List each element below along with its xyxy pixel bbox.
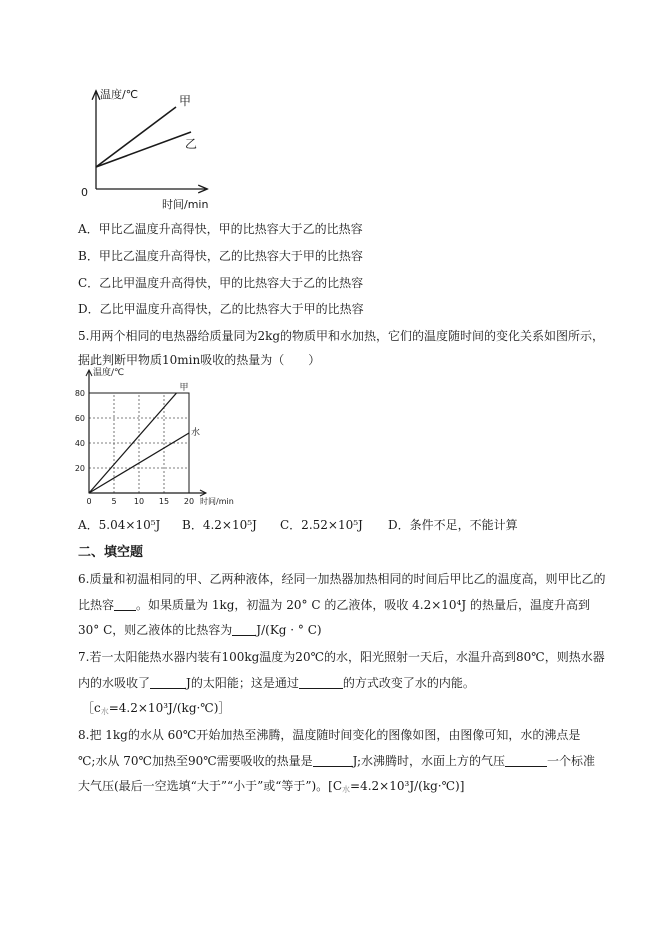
q4-option-a: A．甲比乙温度升高得快，甲的比热容大于乙的比热容 (78, 222, 363, 236)
q5-option-c: C．2.52×10⁵J (280, 518, 363, 532)
chart-1-origin: 0 (81, 186, 88, 199)
q6-text-3a: 30° C，则乙液体的比热容为 (78, 623, 233, 637)
chart-2-y-tick-label: 60 (74, 414, 85, 423)
q7-line-3 (82, 700, 230, 720)
q7-line-2 (78, 675, 475, 691)
q6-text-3b: J/(Kg · ° C) (256, 623, 322, 637)
chart-1-x-label: 时间/min (162, 198, 209, 211)
q4-option-c: C．乙比甲温度升高得快，甲的比热容大于乙的比热容 (78, 276, 364, 290)
q8-text-3a: 大气压(最后一空选填“大于”“小于”或“等于”)。[C (78, 779, 343, 793)
q5-option-b: B．4.2×10⁵J (182, 518, 257, 532)
q7-text-3b: =4.2×10³J/(kg·℃)］ (108, 701, 231, 715)
q5-line-2: 据此判断甲物质10min吸收的热量为（ ） (78, 353, 321, 367)
q8-text-2a: ℃;水从 70℃加热至90℃需要吸收的热量是 (78, 754, 313, 768)
q5-option-d: D．条件不足，不能计算 (388, 518, 518, 532)
chart-2-y-label: 温度/℃ (93, 368, 125, 378)
chart-2-series-label-0: 甲 (179, 383, 189, 393)
q8-text-3b: =4.2×10³J/(kg·℃)] (350, 779, 465, 793)
chart-2-x-tick-label: 15 (158, 497, 170, 506)
q8-blank-1[interactable] (313, 754, 353, 767)
q7-blank-1[interactable] (150, 676, 186, 689)
q6-line-3 (78, 622, 322, 638)
q8-line-3 (78, 778, 464, 798)
chart-1-line-jia (96, 107, 176, 167)
chart-2 (70, 366, 250, 508)
q7-line-1: 7.若一太阳能热水器内装有100kg温度为20℃的水，阳光照射一天后，水温升高到80℃，则热水器 (78, 650, 605, 664)
q7-subscript: 水 (100, 707, 109, 716)
q5-line-1: 5.用两个相同的电热器给质量同为2kg的物质甲和水加热，它们的温度随时间的变化关系如图所示， (78, 329, 605, 343)
q6-text-2a: 比热容 (78, 598, 115, 612)
q7-text-2c: 的方式改变了水的内能。 (342, 676, 475, 690)
chart-2-x-tick-label: 20 (183, 497, 195, 506)
q7-blank-2[interactable] (299, 676, 343, 689)
chart-2-x-label: 时间/min (200, 497, 234, 506)
chart-2-x-tick-label: 5 (111, 497, 117, 506)
q6-blank-2[interactable] (232, 623, 256, 636)
q4-option-b: B．甲比乙温度升高得快，乙的比热容大于甲的比热容 (78, 249, 363, 263)
chart-1-line-yi (96, 132, 191, 167)
chart-2-x-tick-label: 0 (86, 497, 92, 506)
q6-line-2 (78, 597, 590, 613)
chart-1-series-yi-label: 乙 (185, 137, 198, 151)
q8-text-2c: 一个标准 (547, 754, 596, 768)
chart-1-series-jia-label: 甲 (179, 94, 192, 108)
q4-option-d: D．乙比甲温度升高得快，乙的比热容大于甲的比热容 (78, 302, 364, 316)
chart-2-x-tick-label: 10 (133, 497, 145, 506)
q7-text-2b: J的太阳能；这是通过 (186, 676, 299, 690)
q5-option-a: A．5.04×10⁵J (78, 518, 161, 532)
q8-text-2b: J;水沸腾时，水面上方的气压 (352, 754, 506, 768)
q7-text-2a: 内的水吸收了 (78, 676, 151, 690)
chart-1-y-label: 温度/℃ (100, 88, 139, 101)
q8-subscript: 水 (342, 785, 351, 794)
chart-2-y-tick-label: 20 (74, 464, 85, 473)
q6-line-1: 6.质量和初温相同的甲、乙两种液体，经同一加热器加热相同的时间后甲比乙的温度高，则甲比乙的 (78, 572, 606, 586)
q6-text-2b: 。如果质量为 1kg，初温为 20° C 的乙液体，吸收 4.2×10⁴J 的热量后，温度升高到 (136, 598, 590, 612)
q7-text-3a: ［c (82, 701, 101, 715)
q8-line-2 (78, 753, 595, 769)
chart-1 (78, 86, 218, 214)
q8-line-1: 8.把 1kg的水从 60℃开始加热至沸腾，温度随时间变化的图像如图，由图像可知，水的沸点是 (78, 728, 581, 742)
chart-2-y-tick-label: 80 (74, 389, 85, 398)
q8-blank-2[interactable] (505, 754, 547, 767)
section-heading: 二、填空题 (78, 545, 144, 560)
chart-2-y-tick-label: 40 (74, 439, 85, 448)
chart-2-series-label-1: 水 (191, 428, 201, 438)
q6-blank-1[interactable] (114, 598, 136, 611)
